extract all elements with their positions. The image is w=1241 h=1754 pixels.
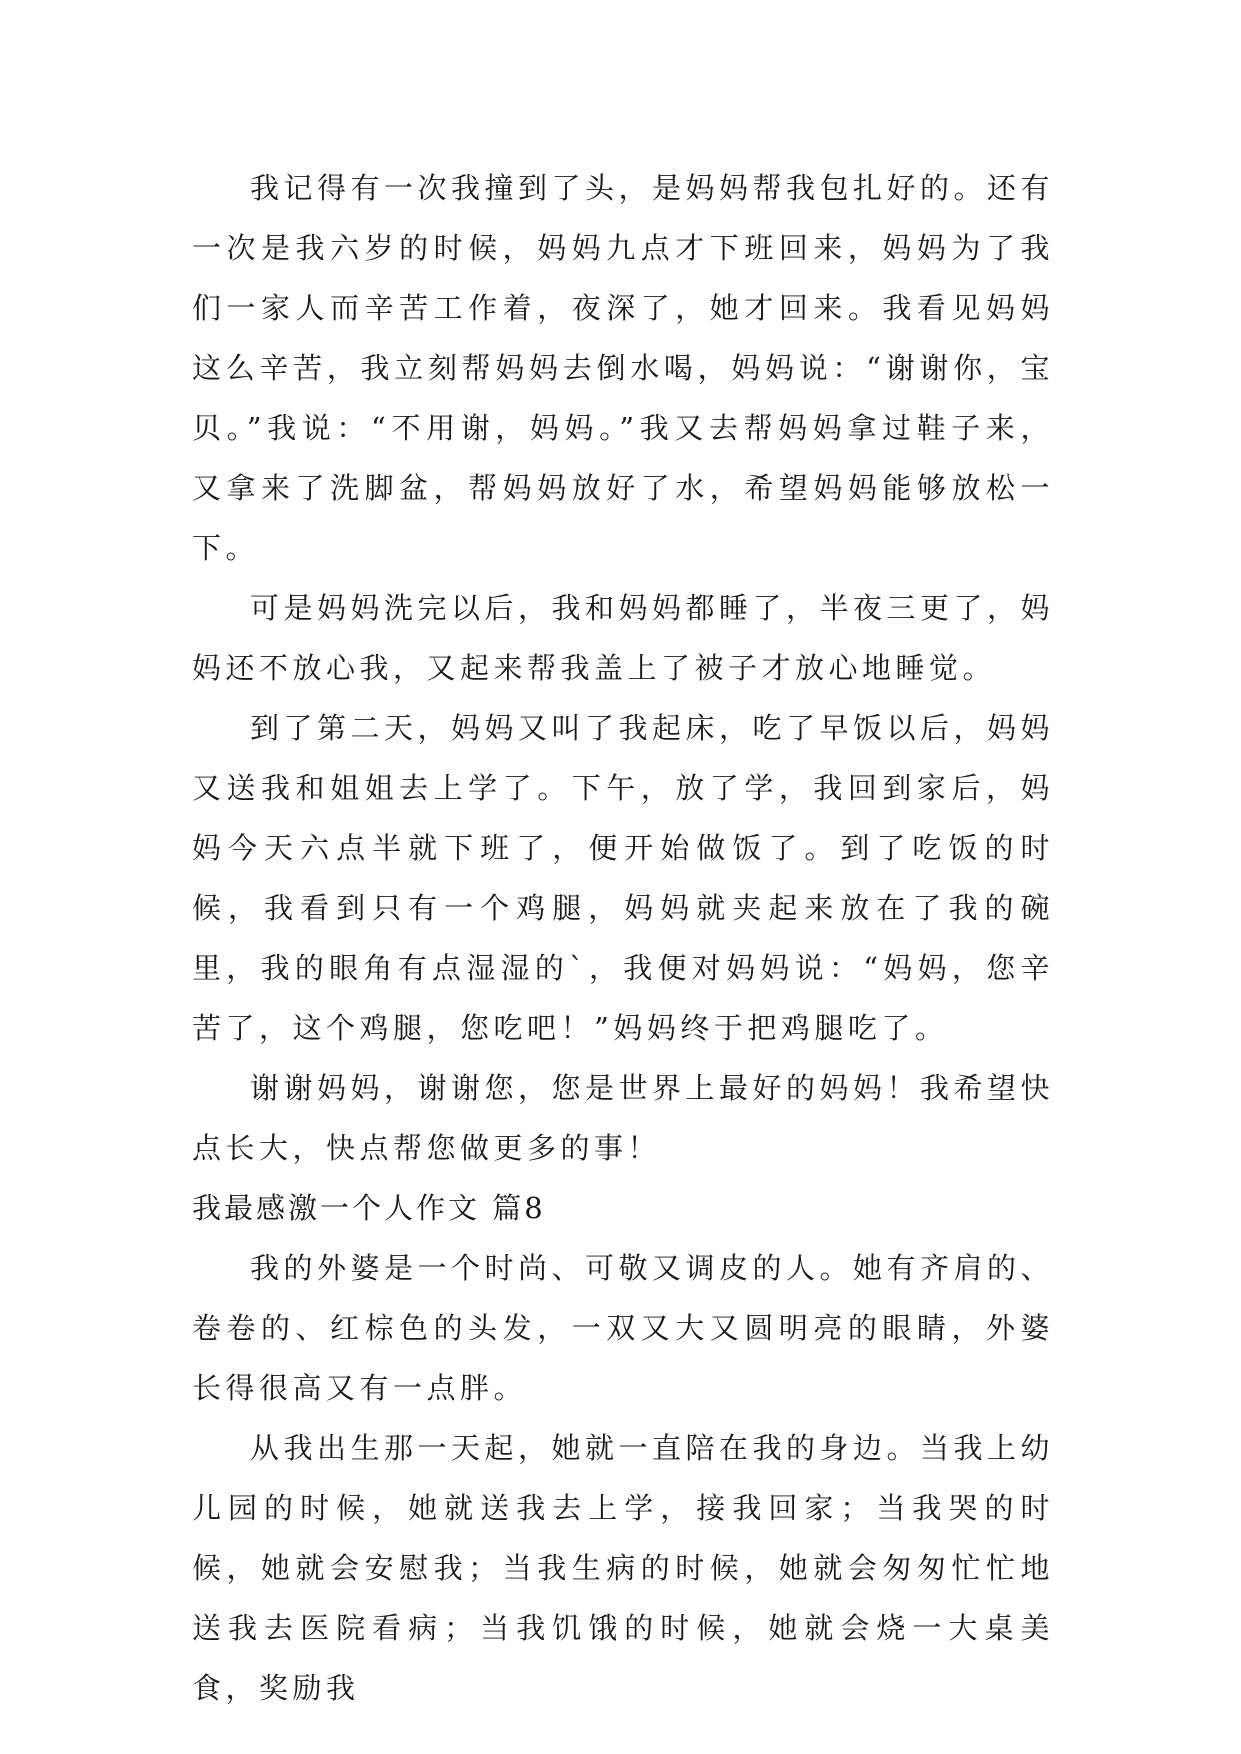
paragraph: 从我出生那一天起，她就一直陪在我的身边。当我上幼儿园的时候，她就送我去上学，接我回家；当我哭的时候，她就会安慰我；当我生病的时候，她就会匆匆忙忙地送我去医院看病；当我饥饿的时候，她就会烧一大桌美食，奖励我 xyxy=(192,1431,1055,1705)
paragraph: 谢谢妈妈，谢谢您，您是世界上最好的妈妈！我希望快点长大，快点帮您做更多的事！ xyxy=(192,1071,1055,1165)
paragraph: 我的外婆是一个时尚、可敬又调皮的人。她有齐肩的、卷卷的、红棕色的头发，一双又大又圆明亮的眼睛，外婆长得很高又有一点胖。 xyxy=(192,1251,1055,1405)
section-heading: 我最感激一个人作文 篇8 xyxy=(192,1191,546,1225)
paragraph: 我记得有一次我撞到了头，是妈妈帮我包扎好的。还有一次是我六岁的时候，妈妈九点才下班回来，妈妈为了我们一家人而辛苦工作着，夜深了，她才回来。我看见妈妈这么辛苦，我立刻帮妈妈去倒水喝，妈妈说：“谢谢你，宝贝。”我说：“不用谢，妈妈。”我又去帮妈妈拿过鞋子来，又拿来了洗脚盆，帮妈妈放好了水，希望妈妈能够放松一下。 xyxy=(192,171,1055,565)
paragraph: 可是妈妈洗完以后，我和妈妈都睡了，半夜三更了，妈妈还不放心我，又起来帮我盖上了被子才放心地睡觉。 xyxy=(192,591,1055,685)
paragraph: 到了第二天，妈妈又叫了我起床，吃了早饭以后，妈妈又送我和姐姐去上学了。下午，放了学，我回到家后，妈妈今天六点半就下班了，便开始做饭了。到了吃饭的时候，我看到只有一个鸡腿，妈妈就夹起来放在了我的碗里，我的眼角有点湿湿的`，我便对妈妈说：“妈妈，您辛苦了，这个鸡腿，您吃吧！”妈妈终于把鸡腿吃了。 xyxy=(192,711,1055,1045)
document-page xyxy=(192,158,1054,1718)
